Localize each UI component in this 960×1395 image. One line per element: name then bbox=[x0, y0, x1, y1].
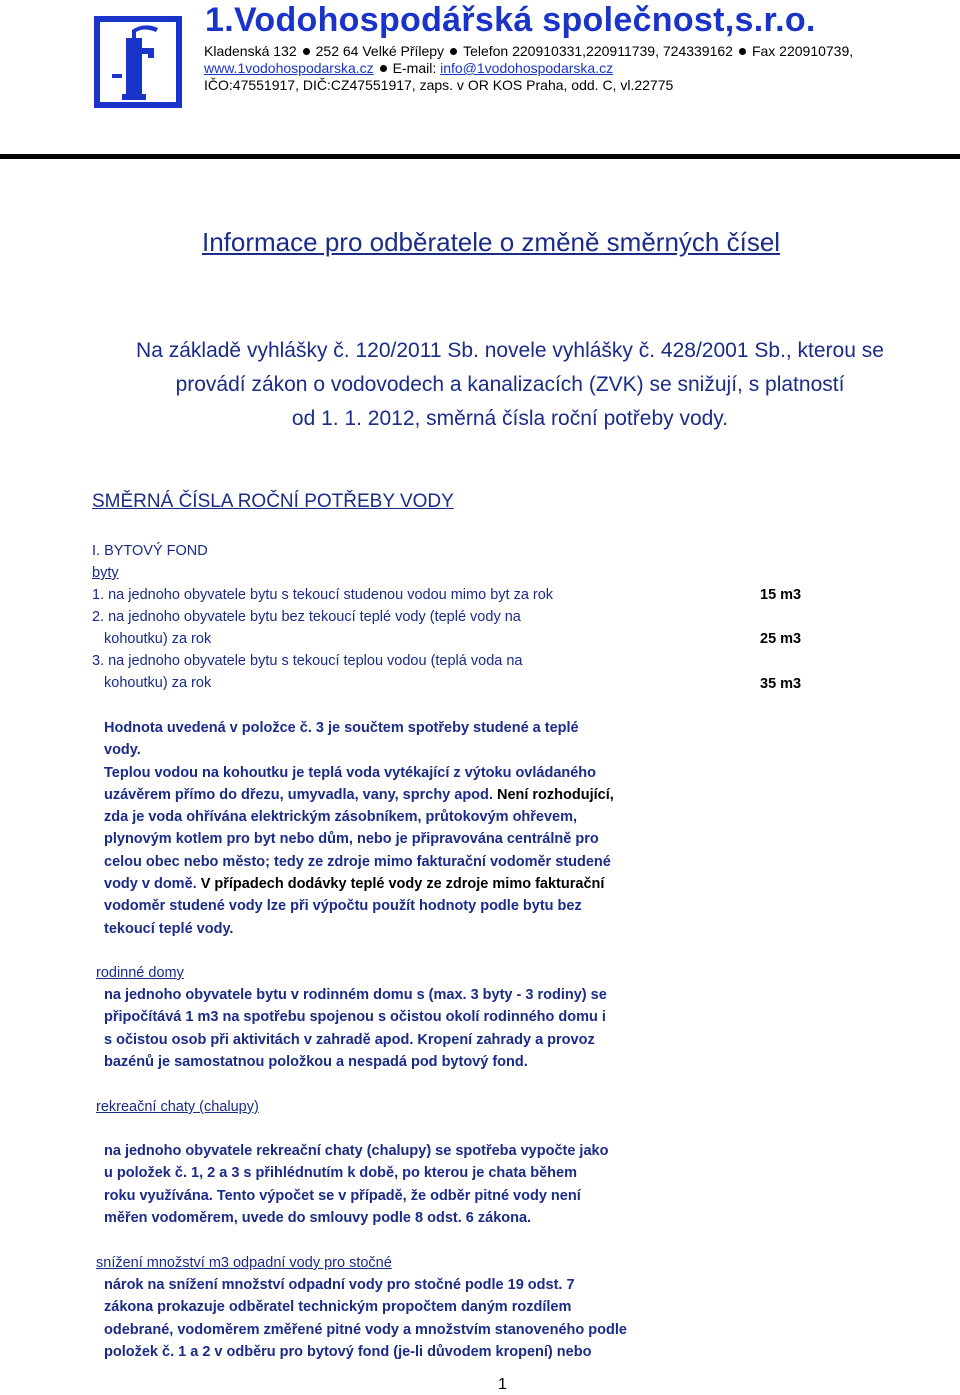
odpadni-heading: snížení množství m3 odpadní vody pro stočné bbox=[96, 1255, 392, 1271]
odpadni-line: zákona prokazuje odběratel technickým propočtem daným rozdílem bbox=[104, 1299, 572, 1316]
website-link[interactable]: www.1vodohospodarska.cz bbox=[204, 60, 374, 76]
chaty-line: měřen vodoměrem, uvede do smlouvy podle 8 odst. 6 zákona. bbox=[104, 1209, 532, 1226]
rodinne-line: připočítává 1 m3 na spotřebu spojenou s očistou okolí rodinného domu i bbox=[104, 1009, 606, 1026]
note-line: plynovým kotlem pro byt nebo dům, nebo je připravována centrálně pro bbox=[104, 831, 599, 848]
fond-item-3-cont: kohoutku) za rok bbox=[104, 675, 212, 691]
document-title: Informace pro odběratele o změně směrných čísel bbox=[202, 227, 781, 257]
email-link[interactable]: info@1vodohospodarska.cz bbox=[440, 60, 614, 76]
bullet-icon bbox=[739, 48, 746, 55]
note-line: celou obec nebo město; tedy ze zdroje mimo fakturační vodoměr studené bbox=[104, 853, 611, 870]
odpadni-line: nárok na snížení množství odpadní vody pro stočné podle 19 odst. 7 bbox=[104, 1277, 575, 1293]
email-label: E-mail: bbox=[392, 60, 437, 76]
note-line: Teplou vodou na kohoutku je teplá voda vytékající z výtoku ovládaného bbox=[104, 764, 597, 781]
company-logo bbox=[92, 14, 184, 110]
byty-subheading: byty bbox=[92, 565, 119, 581]
intro-line: od 1. 1. 2012, směrná čísla roční potřeby vody. bbox=[291, 407, 729, 430]
fax-number: Fax 220910739, bbox=[751, 43, 854, 59]
chaty-line: na jednoho obyvatele rekreační chaty (chalupy) se spotřeba vypočte jako bbox=[104, 1143, 609, 1159]
note-line: Hodnota uvedená v položce č. 3 je součtem spotřeby studené a teplé bbox=[104, 720, 579, 736]
chaty-line: roku využívána. Tento výpočet se v případě, že odběr pitné vody není bbox=[104, 1187, 581, 1204]
company-name: 1.Vodohospodářská společnost,s.r.o. bbox=[205, 1, 816, 39]
fond-item-2: 2. na jednoho obyvatele bytu bez tekoucí teplé vody (teplé vody na bbox=[92, 609, 521, 625]
fond-item-2-cont: kohoutku) za rok bbox=[104, 631, 212, 647]
odpadni-paragraph bbox=[104, 1274, 627, 1363]
note-line: uzávěrem přímo do dřezu, umyvadla, vany, sprchy apod. bbox=[104, 786, 493, 803]
bullet-icon bbox=[303, 48, 310, 55]
page-number: 1 bbox=[498, 1376, 507, 1393]
rodinne-heading: rodinné domy bbox=[96, 965, 184, 981]
bullet-icon bbox=[380, 65, 387, 72]
rodinne-line: s očistou osob při aktivitách v zahradě apod. Kropení zahrady a provoz bbox=[104, 1031, 595, 1048]
chaty-line: u položek č. 1, 2 a 3 s přihlédnutím k době, po kterou je chata během bbox=[104, 1165, 577, 1182]
street-address: Kladenská 132 bbox=[204, 43, 297, 59]
intro-line: provádí zákon o vodovodech a kanalizacích (ZVK) se snižují, s platností bbox=[175, 373, 845, 396]
intro-line: Na základě vyhlášky č. 120/2011 Sb. novele vyhlášky č. 428/2001 Sb., kterou se bbox=[136, 339, 884, 362]
bullet-icon bbox=[450, 48, 457, 55]
registration-line: IČO:47551917, DIČ:CZ47551917, zaps. v OR KOS Praha, odd. C, vl.22775 bbox=[204, 77, 674, 93]
odpadni-line: odebrané, vodoměrem změřené pitné vody a množstvím stanoveného podle bbox=[104, 1321, 627, 1338]
note-line: vody. bbox=[104, 742, 141, 759]
phone-numbers: Telefon 220910331,220911739, 724339162 bbox=[463, 43, 733, 59]
address-line bbox=[204, 43, 853, 59]
fond-item-2-value: 25 m3 bbox=[760, 631, 802, 647]
odpadni-line: položek č. 1 a 2 v odběru pro bytový fond (je-li důvodem kropení) nebo bbox=[104, 1343, 592, 1360]
chaty-paragraph bbox=[104, 1140, 608, 1229]
note-line: vody v domě. bbox=[104, 876, 197, 893]
fond-item-3-value: 35 m3 bbox=[760, 676, 802, 692]
fond-heading: I. BYTOVÝ FOND bbox=[92, 543, 208, 559]
note-line: vodoměr studené vody lze při výpočtu použít hodnoty podle bytu bez bbox=[104, 898, 582, 915]
contact-line bbox=[204, 60, 613, 76]
fond-item-1: 1. na jednoho obyvatele bytu s tekoucí studenou vodou mimo byt za rok bbox=[92, 587, 554, 603]
chaty-heading: rekreační chaty (chalupy) bbox=[96, 1099, 259, 1115]
rodinne-paragraph bbox=[104, 984, 607, 1073]
header-divider bbox=[0, 154, 960, 159]
fond-item-1-value: 15 m3 bbox=[760, 587, 802, 603]
intro-paragraph bbox=[60, 334, 960, 436]
rodinne-line: na jednoho obyvatele bytu v rodinném domu s (max. 3 byty - 3 rodiny) se bbox=[104, 987, 607, 1003]
note-line-black: V případech dodávky teplé vody ze zdroje mimo fakturační bbox=[196, 876, 605, 893]
note-line-black: Není rozhodující, bbox=[492, 786, 614, 803]
fond-note bbox=[104, 717, 614, 940]
postal-address: 252 64 Velké Přílepy bbox=[315, 43, 445, 59]
fond-item-3: 3. na jednoho obyvatele bytu s tekoucí teplou vodou (teplá voda na bbox=[92, 653, 523, 669]
section-title: SMĚRNÁ ČÍSLA ROČNÍ POTŘEBY VODY bbox=[92, 491, 454, 512]
rodinne-line: bazénů je samostatnou položkou a nespadá pod bytový fond. bbox=[104, 1053, 528, 1070]
note-line: zda je voda ohřívána elektrickým zásobníkem, průtokovým ohřevem, bbox=[104, 809, 578, 826]
note-line: tekoucí teplé vody. bbox=[104, 920, 234, 937]
